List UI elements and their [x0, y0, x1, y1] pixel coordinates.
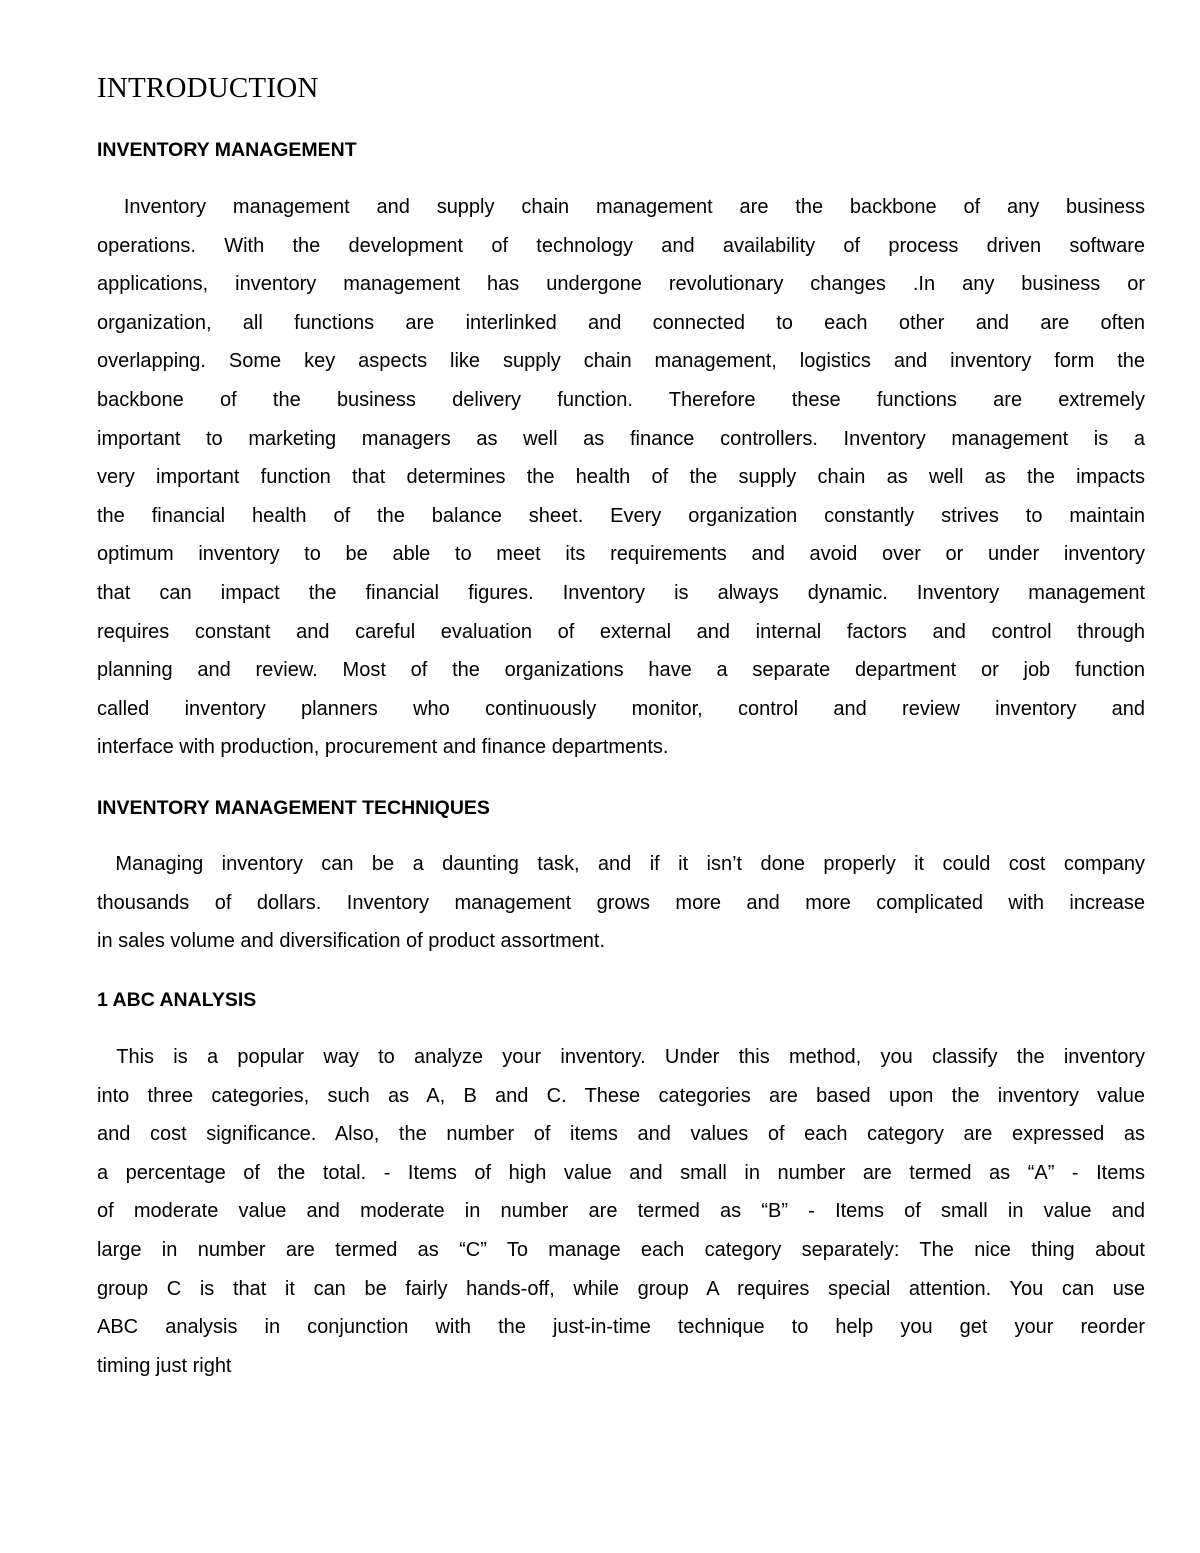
- text-line: timing just right: [97, 1354, 232, 1377]
- section-heading-abc-analysis: 1 ABC ANALYSIS: [97, 989, 257, 1011]
- text-line: important to marketing managers as well as finance controllers. Inventory management is a: [97, 427, 1145, 450]
- text-line: called inventory planners who continuously monitor, control and review inventory and: [97, 697, 1145, 720]
- text-line: planning and review. Most of the organizations have a separate department or job function: [97, 659, 1145, 682]
- text-line: ABC analysis in conjunction with the just-in-time technique to help you get your reorder: [97, 1316, 1145, 1339]
- text-line: a percentage of the total. - Items of high value and small in number are termed as “A” - Items: [97, 1161, 1145, 1184]
- text-line: the financial health of the balance sheet. Every organization constantly strives to maintain: [97, 504, 1145, 527]
- text-line: overlapping. Some key aspects like supply chain management, logistics and inventory form the: [97, 350, 1145, 373]
- text-line: Inventory management and supply chain management are the backbone of any business: [97, 196, 1145, 218]
- text-line: and cost significance. Also, the number of items and values of each category are expressed as: [97, 1123, 1145, 1146]
- text-line: applications, inventory management has undergone revolutionary changes .In any business or: [97, 273, 1145, 296]
- text-line: interface with production, procurement and finance departments.: [97, 736, 669, 759]
- text-line: thousands of dollars. Inventory management grows more and more complicated with increase: [97, 891, 1145, 914]
- text-line: organization, all functions are interlinked and connected to each other and are often: [97, 311, 1145, 334]
- paragraph-abc-analysis: [97, 1038, 1145, 1385]
- section-heading-techniques: INVENTORY MANAGEMENT TECHNIQUES: [97, 797, 490, 819]
- document-title: INTRODUCTION: [97, 72, 319, 104]
- section-heading-inventory-management: INVENTORY MANAGEMENT: [97, 139, 357, 161]
- text-line: that can impact the financial figures. Inventory is always dynamic. Inventory management: [97, 581, 1145, 604]
- text-line: of moderate value and moderate in number are termed as “B” - Items of small in value and: [97, 1200, 1145, 1223]
- text-line: operations. With the development of technology and availability of process driven software: [97, 234, 1145, 257]
- text-line: very important function that determines the health of the supply chain as well as the impacts: [97, 466, 1145, 489]
- text-line: into three categories, such as A, B and C. These categories are based upon the inventory value: [97, 1084, 1145, 1107]
- text-line: Managing inventory can be a daunting task, and if it isn’t done properly it could cost company: [97, 853, 1145, 875]
- text-line: group C is that it can be fairly hands-off, while group A requires special attention. You can use: [97, 1277, 1145, 1300]
- paragraph-inventory-management: [97, 188, 1145, 767]
- text-line: large in number are termed as “C” To manage each category separately: The nice thing about: [97, 1238, 1145, 1261]
- text-line: in sales volume and diversification of product assortment.: [97, 930, 606, 953]
- text-line: requires constant and careful evaluation of external and internal factors and control through: [97, 620, 1145, 643]
- paragraph-techniques: [97, 845, 1145, 961]
- text-line: This is a popular way to analyze your inventory. Under this method, you classify the inventory: [97, 1046, 1145, 1068]
- text-line: optimum inventory to be able to meet its requirements and avoid over or under inventory: [97, 543, 1145, 566]
- text-line: backbone of the business delivery function. Therefore these functions are extremely: [97, 388, 1145, 411]
